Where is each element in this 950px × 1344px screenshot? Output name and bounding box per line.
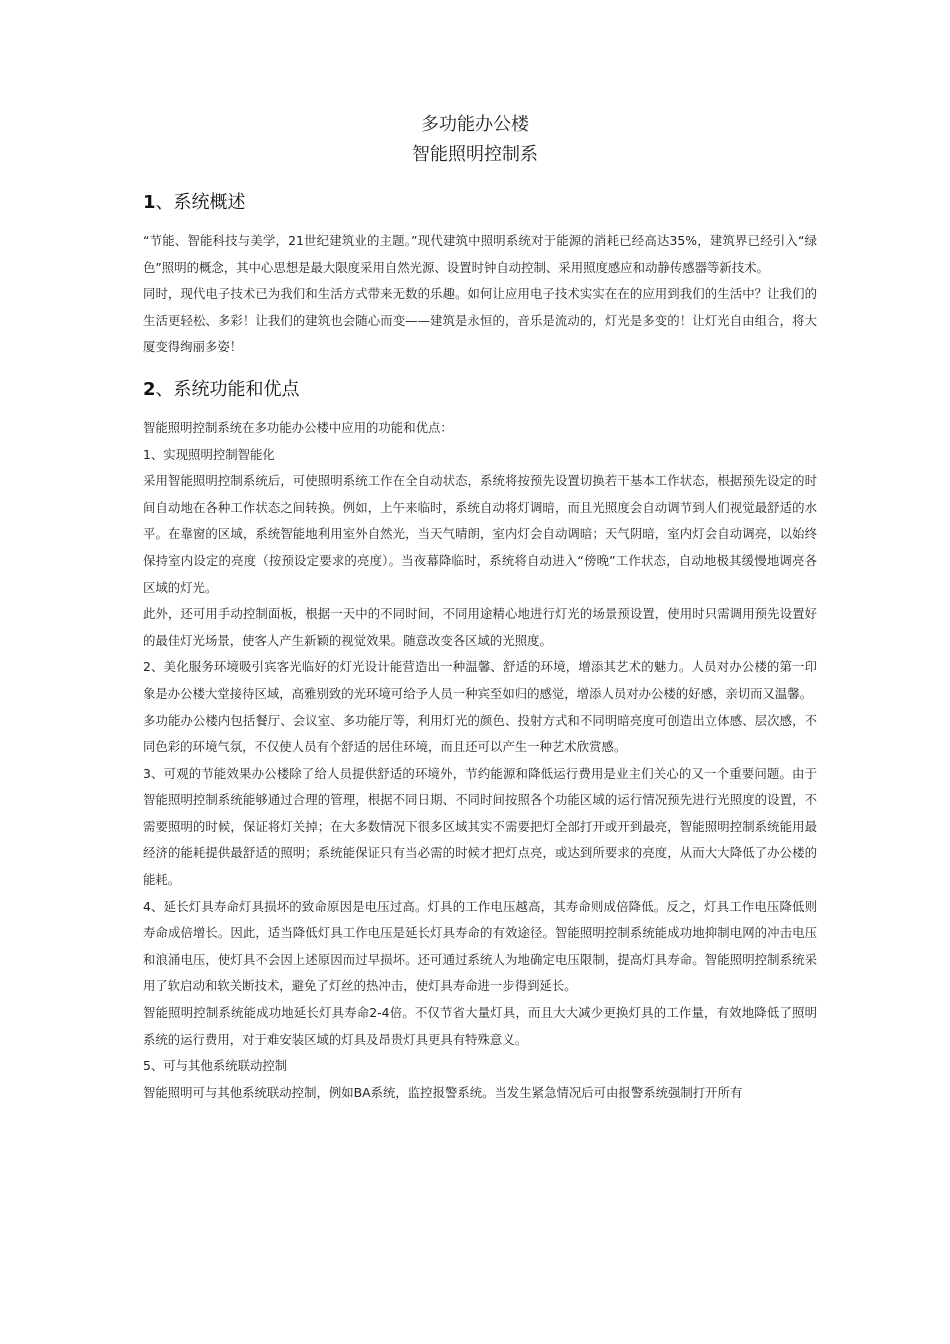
section-2-subheading: 1、实现照明控制智能化 xyxy=(143,446,275,462)
section-2-paragraph: 3、可观的节能效果办公楼除了给人员提供舒适的环境外，节约能源和降低运行费用是业主们关心的又一个重要问题。由于智能照明控制系统能够通过合理的管理，根据不同日期、不同时间按照各个功能区域的运行情况预先进行光照度的设置，不需要照明的时候，保证将灯关掉；在大多数情况下很多区域其实不需要把灯全部打开或开到最亮，智能照明控制系统能用最经济的能耗提供最舒适的照明；系统能保证只有当必需的时候才把灯点亮，或达到所要求的亮度，从而大大降低了办公楼的能耗。 xyxy=(143,765,817,888)
title-line-1: 多功能办公楼 xyxy=(421,114,529,135)
section-1-number: 1 xyxy=(143,192,156,213)
section-2-title: 、系统功能和优点 xyxy=(155,378,300,400)
document-body xyxy=(143,186,817,1106)
section-2-paragraph: 智能照明可与其他系统联动控制，例如BA系统，监控报警系统。当发生紧急情况后可由报警系统强制打开所有 xyxy=(143,1084,743,1100)
section-2-paragraph: 多功能办公楼内包括餐厅、会议室、多功能厅等，利用灯光的颜色、投射方式和不同明暗亮度可创造出立体感、层次感，不同色彩的环境气氛，不仅使人员有个舒适的居住环境，而且还可以产生一种艺术欣赏感。 xyxy=(143,712,817,755)
title-line-2: 智能照明控制系 xyxy=(412,144,538,165)
section-2-heading xyxy=(143,373,817,407)
section-2-paragraph: 智能照明控制系统在多功能办公楼中应用的功能和优点： xyxy=(143,419,453,435)
section-2-number: 2 xyxy=(143,378,156,400)
section-2-subheading: 5、可与其他系统联动控制 xyxy=(143,1058,288,1074)
section-1-paragraph: 同时，现代电子技术已为我们和生活方式带来无数的乐趣。如何让应用电子技术实实在在的应用到我们的生活中？让我们的生活更轻松、多彩！让我们的建筑也会随心而变——建筑是永恒的，音乐是流动的，灯光是多变的！让灯光自由组合，将大厦变得绚丽多姿！ xyxy=(143,286,817,355)
section-2-paragraph: 采用智能照明控制系统后，可使照明系统工作在全自动状态，系统将按预先设置切换若干基本工作状态，根据预先设定的时间自动地在各种工作状态之间转换。例如，上午来临时，系统自动将灯调暗，而且光照度会自动调节到人们视觉最舒适的水平。在靠窗的区域，系统智能地利用室外自然光，当天气晴朗，室内灯会自动调暗；天气阴暗，室内灯会自动调亮，以始终保持室内设定的亮度（按预设定要求的亮度）。当夜幕降临时，系统将自动进入“傍晚”工作状态，自动地极其缓慢地调亮各区域的灯光。 xyxy=(143,473,817,595)
section-2-paragraph: 2、美化服务环境吸引宾客光临好的灯光设计能营造出一种温馨、舒适的环境，增添其艺术的魅力。人员对办公楼的第一印象是办公楼大堂接待区域，高雅别致的光环境可给予人员一种宾至如归的感觉，增添人员对办公楼的好感，亲切而又温馨。 xyxy=(143,659,817,701)
section-1-heading xyxy=(143,186,817,220)
section-2-paragraph: 此外，还可用手动控制面板，根据一天中的不同时间，不同用途精心地进行灯光的场景预设置，使用时只需调用预先设置好的最佳灯光场景，使客人产生新颖的视觉效果。随意改变各区域的光照度。 xyxy=(143,606,817,648)
section-2-paragraph: 4、延长灯具寿命灯具损坏的致命原因是电压过高。灯具的工作电压越高，其寿命则成倍降低。反之，灯具工作电压降低则寿命成倍增长。因此，适当降低灯具工作电压是延长灯具寿命的有效途径。智能照明控制系统能成功地抑制电网的冲击电压和浪涌电压，使灯具不会因上述原因而过早损坏。还可通过系统人为地确定电压限制，提高灯具寿命。智能照明控制系统采用了软启动和软关断技术，避免了灯丝的热冲击，使灯具寿命进一步得到延长。 xyxy=(143,898,817,994)
section-2-paragraph: 智能照明控制系统能成功地延长灯具寿命2-4倍。不仅节省大量灯具，而且大大减少更换灯具的工作量，有效地降低了照明系统的运行费用，对于难安装区域的灯具及昂贵灯具更具有特殊意义。 xyxy=(143,1005,817,1047)
section-1-paragraph: “节能、智能科技与美学，21世纪建筑业的主题。”现代建筑中照明系统对于能源的消耗已经高达35%，建筑界已经引入“绿色”照明的概念，其中心思想是最大限度采用自然光源、设置时钟自动控制、采用照度感应和动静传感器等新技术。 xyxy=(143,233,817,275)
section-1-title: 、系统概述 xyxy=(155,192,246,213)
document-title xyxy=(0,110,950,170)
